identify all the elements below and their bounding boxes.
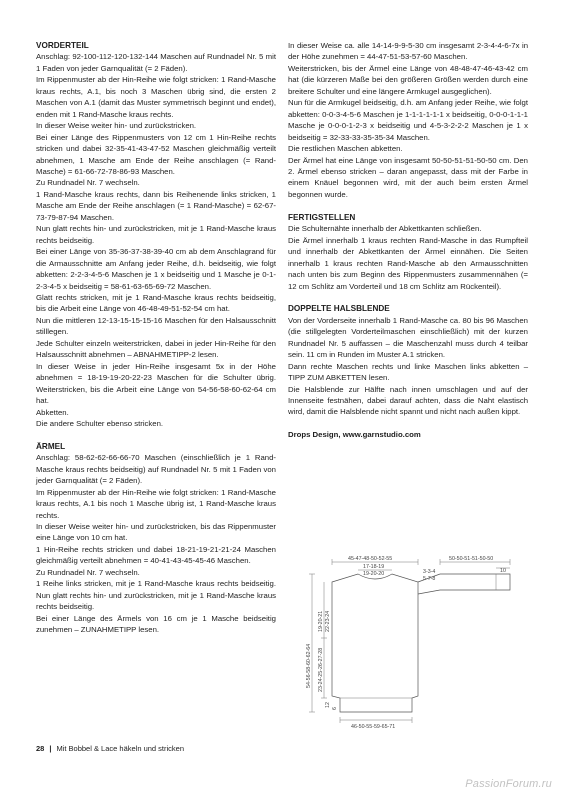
paragraph: In dieser Weise ca. alle 14-14-9-9-5-30 cm insgesamt 2-3-4-4-6-7x in der Höhe zunehmen = 44-47-51-53-57-60 Maschen. xyxy=(288,41,528,62)
watermark: PassionForum.ru xyxy=(465,778,552,790)
spacer xyxy=(288,418,528,429)
paragraph: Bei einer Länge des Rippenmusters von 12 cm 1 Hin-Reihe rechts stricken und dabei 32-35-41-43-47-52 Maschen gleichmäßig verteilt abnehmen, 1 Masche am Ende der Reihe anschlagen (= Rand-Masche) = 61-66-72-78-86-93 Maschen. xyxy=(36,132,276,176)
page-number: 28 xyxy=(36,744,45,753)
footer-separator: | xyxy=(49,744,52,753)
paragraph: Der Ärmel hat eine Länge von insgesamt 50-50-51-51-50-50 cm. Den 2. Ärmel ebenso stricken – daran angepasst, dass mit der Farbe in einem Knäuel begonnen wird, mit der auch beim ersten Ärmel begonnen wurde. xyxy=(288,155,528,199)
section-heading: DOPPELTE HALSBLENDE xyxy=(288,304,390,314)
label-neck-width-2: 19-20-20 xyxy=(363,571,385,577)
label-armhole-height-2: 22-23-24 xyxy=(325,610,331,632)
paragraph: Anschlag: 58-62-62-66-66-70 Maschen (einschließlich je 1 Rand-Masche kraus rechts beidseitig) auf Rundnadel Nr. 5 mit 1 Faden von jeder Garnqualität (= 2 Fäden). xyxy=(36,453,276,486)
paragraph: Weiterstricken, bis der Ärmel eine Länge von 48-48-47-46-43-42 cm hat (die kürzeren Maße bei den größeren Größen werden durch eine breitere Schulter und eine längere Armkugel ausgeglichen). xyxy=(288,63,528,96)
section-heading: VORDERTEIL xyxy=(36,41,89,50)
spacer xyxy=(36,429,276,440)
right-column xyxy=(288,40,528,441)
left-column xyxy=(36,40,276,636)
label-sleeve-cuff: 10 xyxy=(500,568,506,574)
label-bottom-width: 46-50-55-59-65-71 xyxy=(351,724,396,730)
section-heading: ÄRMEL xyxy=(36,441,66,451)
label-cap-1: 3-3-4 xyxy=(423,569,436,575)
label-body-height: 54-56-58-60-62-64 xyxy=(306,643,312,688)
paragraph: Im Rippenmuster ab der Hin-Reihe wie folgt stricken: 1 Rand-Masche kraus rechts, A.1 bis noch 1 Masche übrig ist, 1 Rand-Masche kraus rechts. xyxy=(36,487,276,520)
paragraph: Die andere Schulter ebenso stricken. xyxy=(36,418,164,428)
paragraph: Dann rechte Maschen rechts und linke Maschen links abketten – TIPP ZUM ABKETTEN lesen. xyxy=(288,361,528,383)
label-neck-width: 17-18-19 xyxy=(363,564,385,570)
paragraph: Glatt rechts stricken, mit je 1 Rand-Masche kraus rechts beidseitig, bis die Arbeit eine Länge von 46-48-49-51-52-54 cm hat. xyxy=(36,292,276,314)
paragraph: Die Schulternähte innerhalb der Abkettkanten schließen. xyxy=(288,224,482,234)
body-outline xyxy=(332,574,418,712)
paragraph: Nun die mittleren 12-13-15-15-15-16 Maschen für den Halsausschnitt stilllegen. xyxy=(36,315,276,337)
spacer xyxy=(288,292,528,303)
paragraph: 1 Reihe links stricken, mit je 1 Rand-Masche kraus rechts beidseitig. Nun glatt rechts hin- und zurückstricken, mit je 1 Rand-Masche kraus rechts beidseitig. xyxy=(36,579,276,612)
section-heading: FERTIGSTELLEN xyxy=(288,212,356,222)
paragraph: Nun glatt rechts hin- und zurückstricken, mit je 1 Rand-Masche kraus rechts beidseitig. xyxy=(36,224,276,245)
paragraph: Die Ärmel innerhalb 1 kraus rechten Rand-Masche in das Rumpfteil und innerhalb der Abkettkanten der Ärmel einnähen. Die Seiten innerhalb 1 kraus rechten Rand-Masche ab den Armausschnitten nach unten bis zum Beginn des Rippenmusters zusammennähen (= 12 cm Schlitz am Vorderteil und 18 cm Schlitz am Rückenteil). xyxy=(288,235,528,291)
paragraph: Die restlichen Maschen abketten. xyxy=(288,144,403,154)
paragraph: Bei einer Länge von 35-36-37-38-39-40 cm ab dem Anschlagrand für die Armausschnitte am Anfang jeder Reihe, d.h. beidseitig, wie folgt abketten: 2-2-3-4-5-6 Maschen je 1 x beidseitig und 1 Masche je 0-1-2-3-4-5 x beidseitig = 58-61-63-65-69-72 Maschen. xyxy=(36,247,276,291)
paragraph: Jede Schulter einzeln weiterstricken, dabei in jeder Hin-Reihe für den Halsausschnitt abnehmen – ABNAHMETIPP-2 lesen. xyxy=(36,338,276,360)
spacer xyxy=(288,200,528,211)
paragraph: Nun für die Armkugel beidseitig, d.h. am Anfang jeder Reihe, wie folgt abketten: 0-0-3-4-5-6 Maschen je 1-1-1-1-1-1 x beidseitig, 0-0-0-1-1-1 Masche je 0-0-0-1-2-3 x beidseitig und 4-5-3-2-2-2 Maschen je 1 x beidseitig = 32-33-33-35-35-34 Maschen. xyxy=(288,98,528,142)
paragraph: Im Rippenmuster ab der Hin-Reihe wie folgt stricken: 1 Rand-Masche kraus rechts, A.1, bis noch 3 Maschen übrig sind, die ersten 2 Maschen von A.1 (damit das Muster symmetrisch beginnt und endet), enden mit 1 Rand-Masche kraus rechts. xyxy=(36,75,276,119)
paragraph: 1 Hin-Reihe rechts stricken und dabei 18-21-19-21-21-24 Maschen gleichmäßig verteilt abnehmen = 40-41-43-45-45-46 Maschen. xyxy=(36,544,276,566)
paragraph: Bei einer Länge des Ärmels von 16 cm je 1 Masche beidseitig zunehmen – ZUNAHMETIPP lesen. xyxy=(36,613,276,635)
paragraph: Die Halsblende zur Hälfte nach innen umschlagen und auf der Innenseite festnähen, dabei darauf achten, dass die Naht elastisch wird, damit die Halsblende nicht spannt und nicht nach außen kippt. xyxy=(288,384,528,417)
paragraph: Anschlag: 92-100-112-120-132-144 Maschen auf Rundnadel Nr. 5 mit 1 Faden von jeder Garnqualität (= 2 Fäden). xyxy=(36,52,276,73)
design-credit: Drops Design, www.garnstudio.com xyxy=(288,430,421,440)
paragraph: 1 Rand-Masche kraus rechts, dann bis Reihenende links stricken, 1 Masche am Ende der Reihe anschlagen (= 1 Rand-Masche) = 62-67-73-79-87-94 Maschen. xyxy=(36,189,276,222)
paragraph: Von der Vorderseite innerhalb 1 Rand-Masche ca. 80 bis 96 Maschen (die stillgelegten Vorderteilmaschen einschließlich) mit der kurzen Rundnadel Nr. 5 auffassen – die Maschenzahl muss durch 4 teilbar sein. 11 cm in Runden im Muster A.1 stricken. xyxy=(288,315,528,360)
label-vent-height: 6 xyxy=(332,707,338,710)
schematic-diagram xyxy=(288,548,528,730)
label-side-height: 23-24-25-26-27-28 xyxy=(318,647,324,692)
paragraph: In dieser Weise in jeder Hin-Reihe insgesamt 5x in der Höhe abnehmen = 18-19-19-20-22-23 Maschen für die Schulter übrig. Weiterstricken, bis die Arbeit eine Länge von 54-56-58-60-62-64 cm hat. xyxy=(36,361,276,406)
label-sleeve-top: 50-50-51-51-50-50 xyxy=(449,556,494,562)
page-footer xyxy=(36,744,184,754)
label-top-width: 45-47-48-50-52-55 xyxy=(348,556,393,562)
label-cap-2: 5-7-8 xyxy=(423,576,436,582)
schematic-svg xyxy=(288,548,528,730)
paragraph: In dieser Weise weiter hin- und zurückstricken, bis das Rippenmuster eine Länge von 10 cm hat. xyxy=(36,522,276,543)
paragraph: Zu Rundnadel Nr. 7 wechseln. xyxy=(36,178,140,188)
paragraph: In dieser Weise weiter hin- und zurückstricken. xyxy=(36,121,197,131)
label-rib-height: 12 xyxy=(325,702,331,708)
publication-title: Mit Bobbel & Lace häkeln und stricken xyxy=(56,744,185,753)
paragraph: Zu Rundnadel Nr. 7 wechseln. xyxy=(36,567,140,577)
label-armhole-height: 19-20-21 xyxy=(318,610,324,632)
paragraph: Abketten. xyxy=(36,407,69,417)
